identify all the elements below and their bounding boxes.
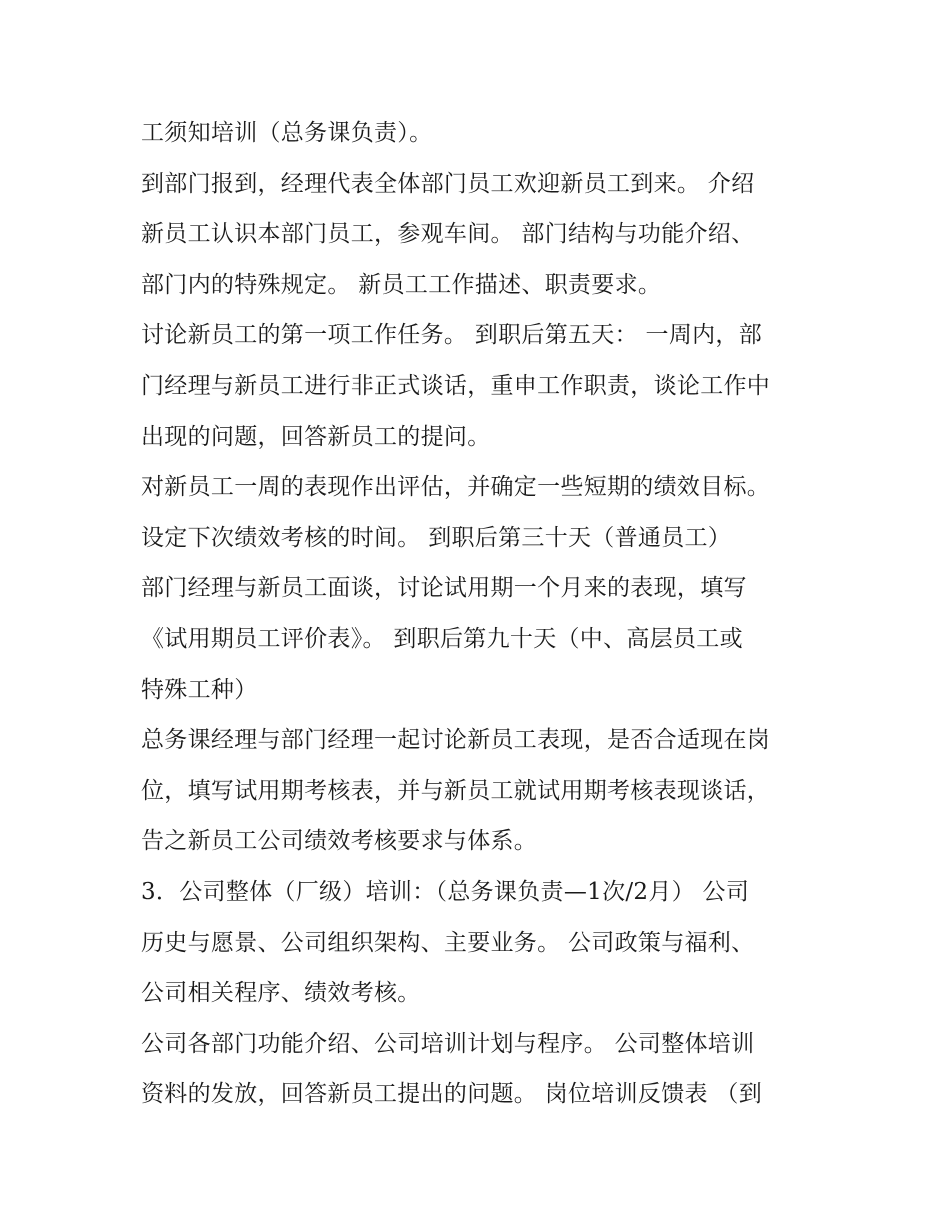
text-line: 《试用期员工评价表》。 到职后第九十天（中、高层员工或 xyxy=(141,625,743,652)
text-line: 公司相关程序、绩效考核。 xyxy=(141,980,421,1007)
text-line: 门经理与新员工进行非正式谈话，重申工作职责，谈论工作中 xyxy=(141,372,771,399)
text-line: 总务课经理与部门经理一起讨论新员工表现，是否合适现在岗 xyxy=(141,727,771,754)
document-body xyxy=(141,108,821,1120)
text-line: 3．公司整体（厂级）培训：（总务课负责—1次/2月） 公司 xyxy=(141,878,750,905)
text-line: 工须知培训（总务课负责）。 xyxy=(141,120,433,146)
text-line: 出现的问题，回答新员工的提问。 xyxy=(141,423,491,450)
text-line: 对新员工一周的表现作出评估，并确定一些短期的绩效目标。 xyxy=(141,474,771,501)
text-line: 新员工认识本部门员工，参观车间。 部门结构与功能介绍、 xyxy=(141,221,755,248)
text-line: 告之新员工公司绩效考核要求与体系。 xyxy=(141,828,538,855)
text-line: 讨论新员工的第一项工作任务。 到职后第五天： 一周内，部 xyxy=(141,322,763,349)
text-line: 历史与愿景、公司组织架构、主要业务。 公司政策与福利、 xyxy=(141,929,755,956)
text-line: 部门内的特殊规定。 新员工工作描述、职责要求。 xyxy=(141,271,662,298)
text-line: 位，填写试用期考核表，并与新员工就试用期考核表现谈话， xyxy=(141,777,771,804)
text-line: 部门经理与新员工面谈，讨论试用期一个月来的表现，填写 xyxy=(141,575,747,602)
text-line: 资料的发放，回答新员工提出的问题。 岗位培训反馈表 （到 xyxy=(141,1081,763,1108)
text-line: 到部门报到，经理代表全体部门员工欢迎新员工到来。 介绍 xyxy=(141,170,755,197)
text-line: 特殊工种） xyxy=(141,676,258,703)
text-line: 设定下次绩效考核的时间。 到职后第三十天（普通员工） xyxy=(141,524,732,551)
text-line: 公司各部门功能介绍、公司培训计划与程序。 公司整体培训 xyxy=(141,1030,755,1057)
